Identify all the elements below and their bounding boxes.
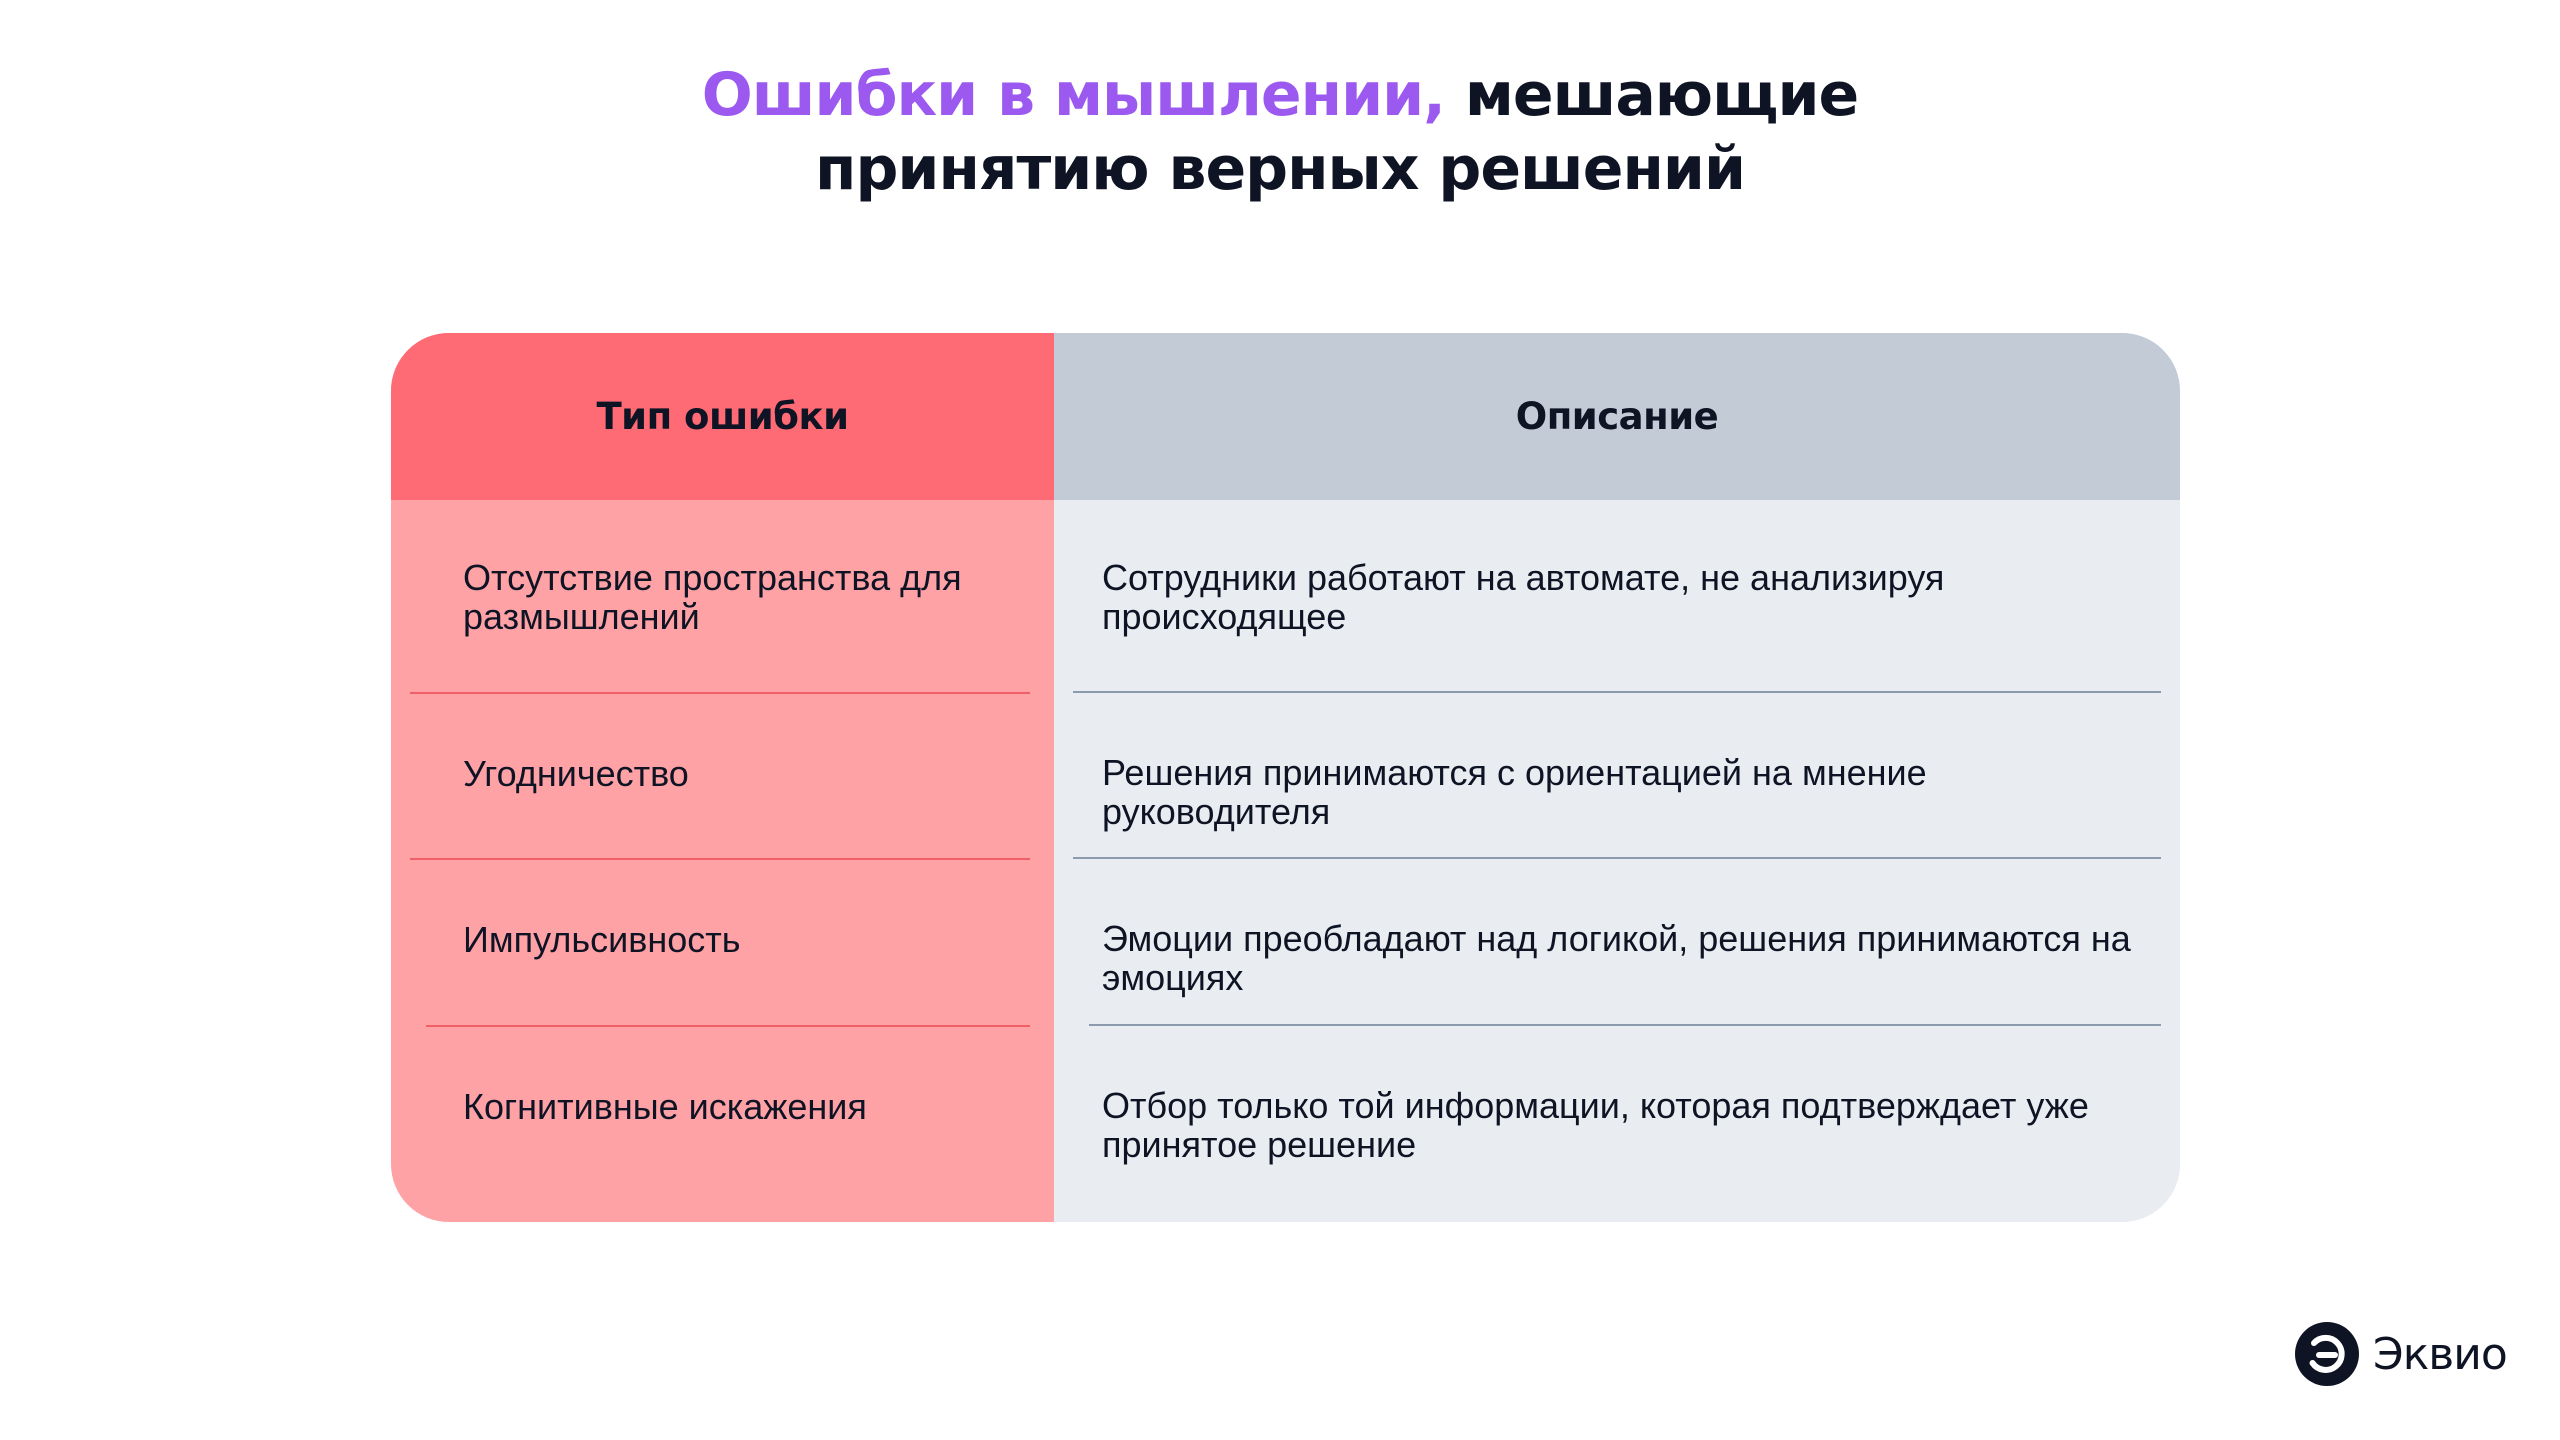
table-row-description: [1054, 859, 2180, 1025]
table-row-type: [391, 860, 1054, 1026]
table-row-type: [391, 500, 1054, 666]
title-line-1-rest: мешающие: [1444, 60, 1859, 130]
description-column: [1054, 333, 2180, 1222]
brand-logo: [2295, 1322, 2507, 1386]
title-line-1: [0, 58, 2560, 132]
title-line-2: принятию верных решений: [815, 134, 1745, 204]
table-row-description: [1054, 1026, 2180, 1192]
table-row-description: [1054, 500, 2180, 666]
error-description-cell: Сотрудники работают на автомате, не анализируя происходящее: [1102, 557, 1945, 637]
ekvio-logo-icon: [2295, 1322, 2359, 1386]
errors-table: [391, 333, 2180, 1222]
type-column: [391, 333, 1054, 1222]
page-title: [0, 58, 2560, 206]
logo-text: Эквио: [2373, 1328, 2507, 1380]
error-type-cell: Отсутствие пространства для размышлений: [463, 557, 962, 637]
type-header-label: Тип ошибки: [596, 395, 849, 438]
table-row-type: [391, 1027, 1054, 1193]
error-type-cell: Угодничество: [463, 753, 689, 794]
error-description-cell: Решения принимаются с ориентацией на мнение руководителя: [1102, 752, 1927, 832]
table-row-type: [391, 694, 1054, 860]
error-description-cell: Отбор только той информации, которая подтверждает уже принятое решение: [1102, 1085, 2089, 1165]
type-column-header: [391, 333, 1054, 500]
table-row-description: [1054, 693, 2180, 859]
error-type-cell: Когнитивные искажения: [463, 1086, 867, 1127]
error-type-cell: Импульсивность: [463, 919, 741, 960]
description-column-header: [1054, 333, 2180, 500]
title-accent: Ошибки в мышлении,: [701, 60, 1445, 130]
description-header-label: Описание: [1515, 395, 1719, 438]
error-description-cell: Эмоции преобладают над логикой, решения принимаются на эмоциях: [1102, 918, 2131, 998]
